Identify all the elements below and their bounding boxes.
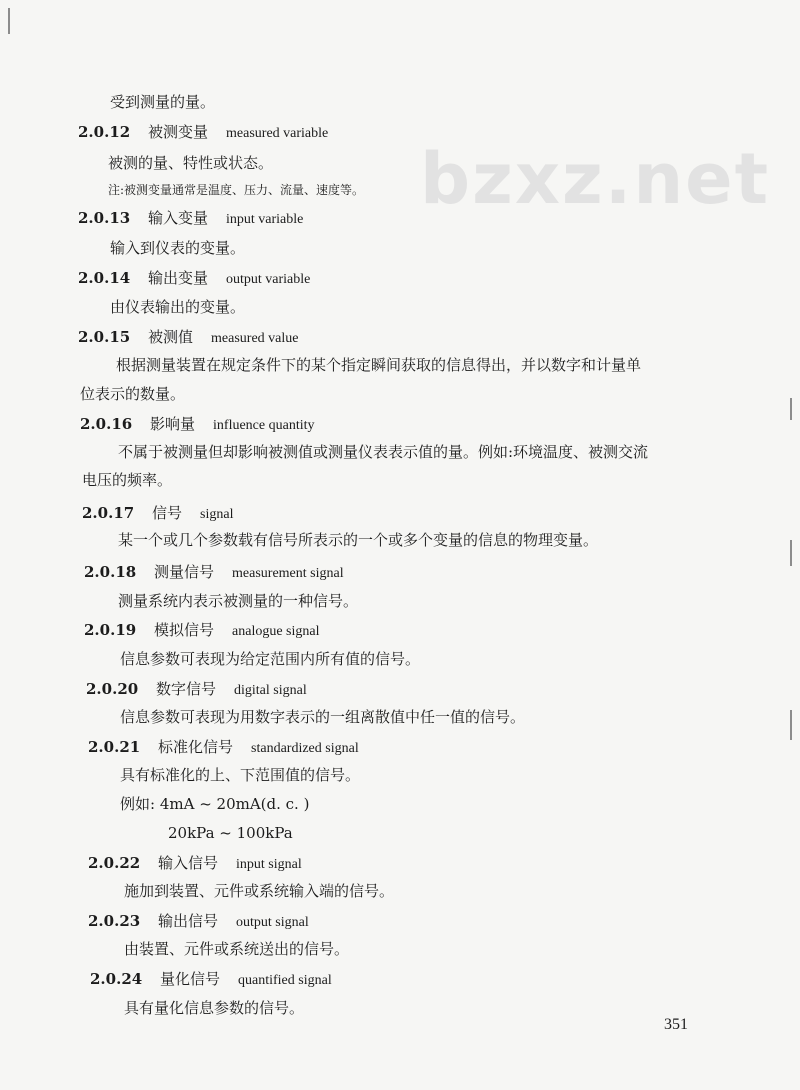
term-heading bbox=[78, 268, 310, 290]
term-definition: 由装置、元件或系统送出的信号。 bbox=[124, 940, 350, 958]
term-english: measurement signal bbox=[232, 566, 344, 581]
term-definition: 根据测量装置在规定条件下的某个指定瞬间获取的信息得出，并以数字和计量单 bbox=[116, 356, 642, 374]
term-definition: 具有量化信息参数的信号。 bbox=[124, 999, 305, 1017]
term-number: 2.0.18 bbox=[84, 563, 137, 581]
term-chinese: 输入变量 bbox=[148, 209, 209, 227]
term-number: 2.0.14 bbox=[78, 269, 131, 287]
term-heading bbox=[78, 122, 328, 144]
term-chinese: 信号 bbox=[152, 504, 183, 522]
term-chinese: 影响量 bbox=[150, 415, 196, 433]
term-heading bbox=[80, 414, 314, 436]
term-heading bbox=[84, 620, 320, 642]
term-heading bbox=[86, 679, 307, 701]
term-example: 20kPa ~ 100kPa bbox=[168, 824, 293, 842]
scan-edge-mark bbox=[790, 710, 792, 740]
term-example: 例如: 4mA ~ 20mA(d. c. ) bbox=[120, 795, 310, 813]
term-heading bbox=[78, 208, 303, 230]
term-number: 2.0.22 bbox=[88, 854, 141, 872]
term-heading bbox=[88, 911, 309, 933]
term-note: 注:被测变量通常是温度、压力、流量、速度等。 bbox=[108, 183, 365, 197]
term-english: input signal bbox=[236, 857, 302, 872]
term-definition: 位表示的数量。 bbox=[80, 385, 186, 403]
term-heading bbox=[82, 503, 233, 525]
term-chinese: 量化信号 bbox=[160, 970, 221, 988]
page-number: 351 bbox=[664, 1016, 688, 1033]
term-english: standardized signal bbox=[251, 741, 359, 756]
term-heading bbox=[90, 969, 332, 991]
term-heading bbox=[78, 327, 298, 349]
term-definition: 不属于被测量但却影响被测值或测量仪表表示值的量。例如:环境温度、被测交流 bbox=[118, 443, 649, 461]
term-chinese: 输入信号 bbox=[158, 854, 219, 872]
term-definition: 输入到仪表的变量。 bbox=[110, 239, 246, 257]
term-heading bbox=[84, 562, 344, 584]
term-definition: 某一个或几个参数载有信号所表示的一个或多个变量的信息的物理变量。 bbox=[118, 531, 599, 549]
term-chinese: 被测变量 bbox=[148, 123, 209, 141]
scan-edge-mark bbox=[790, 540, 792, 566]
term-heading bbox=[88, 737, 359, 759]
term-number: 2.0.17 bbox=[82, 504, 135, 522]
scan-edge-mark bbox=[790, 398, 792, 420]
term-definition: 电压的频率。 bbox=[82, 471, 173, 489]
watermark: bzxz.net bbox=[420, 138, 771, 220]
term-chinese: 测量信号 bbox=[154, 563, 215, 581]
term-definition: 信息参数可表现为给定范围内所有值的信号。 bbox=[120, 650, 421, 668]
term-english: measured value bbox=[211, 331, 299, 346]
term-english: quantified signal bbox=[238, 973, 332, 988]
term-english: input variable bbox=[226, 212, 304, 227]
lead-text: 受到测量的量。 bbox=[110, 93, 216, 111]
term-english: signal bbox=[200, 507, 234, 522]
term-definition: 信息参数可表现为用数字表示的一组离散值中任一值的信号。 bbox=[120, 708, 526, 726]
term-chinese: 模拟信号 bbox=[154, 621, 215, 639]
term-number: 2.0.12 bbox=[78, 123, 131, 141]
term-number: 2.0.15 bbox=[78, 328, 131, 346]
term-heading bbox=[88, 853, 302, 875]
term-number: 2.0.21 bbox=[88, 738, 141, 756]
term-definition: 被测的量、特性或状态。 bbox=[108, 154, 274, 172]
scan-edge-mark bbox=[8, 8, 10, 34]
term-number: 2.0.16 bbox=[80, 415, 133, 433]
term-definition: 施加到装置、元件或系统输入端的信号。 bbox=[124, 882, 395, 900]
term-english: output variable bbox=[226, 272, 311, 287]
term-english: digital signal bbox=[234, 683, 307, 698]
term-chinese: 输出信号 bbox=[158, 912, 219, 930]
term-chinese: 数字信号 bbox=[156, 680, 217, 698]
term-number: 2.0.19 bbox=[84, 621, 137, 639]
term-chinese: 输出变量 bbox=[148, 269, 209, 287]
term-definition: 测量系统内表示被测量的一种信号。 bbox=[118, 592, 359, 610]
term-number: 2.0.23 bbox=[88, 912, 141, 930]
term-english: output signal bbox=[236, 915, 309, 930]
term-number: 2.0.24 bbox=[90, 970, 143, 988]
term-chinese: 被测值 bbox=[148, 328, 194, 346]
term-number: 2.0.13 bbox=[78, 209, 131, 227]
term-english: measured variable bbox=[226, 126, 329, 141]
term-definition: 由仪表输出的变量。 bbox=[110, 298, 246, 316]
term-definition: 具有标准化的上、下范围值的信号。 bbox=[120, 766, 361, 784]
term-number: 2.0.20 bbox=[86, 680, 139, 698]
term-english: analogue signal bbox=[232, 624, 320, 639]
term-chinese: 标准化信号 bbox=[158, 738, 234, 756]
term-english: influence quantity bbox=[213, 418, 315, 433]
